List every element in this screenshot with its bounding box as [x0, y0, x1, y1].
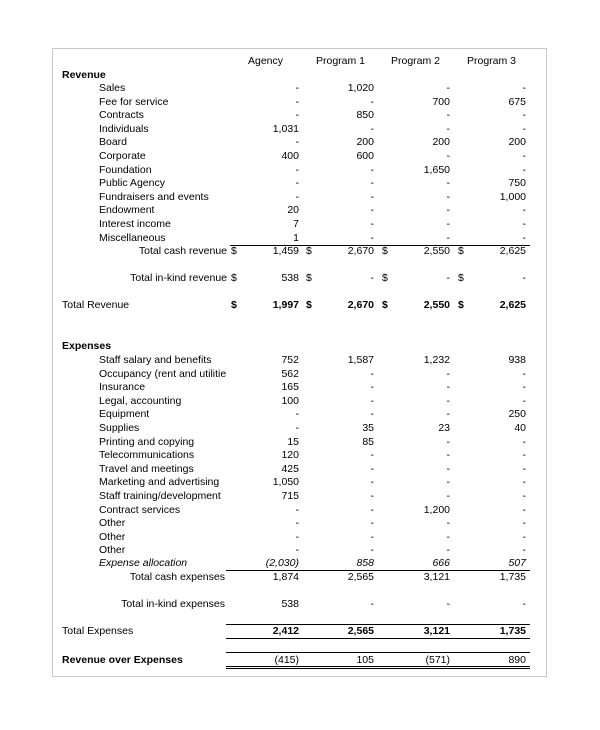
- total-expenses-value-program-1: 2,565: [347, 625, 374, 637]
- revenue-row-value-agency: -: [295, 82, 299, 94]
- column-header-program-1: Program 1: [315, 55, 366, 67]
- revenue-row-value-agency: -: [295, 136, 299, 149]
- expense-row-value-program-1: -: [370, 367, 374, 380]
- expense-row-value-program-2: 23: [438, 422, 450, 434]
- revenue-row-value-program-3: 1,000: [499, 190, 526, 203]
- expense-row-value-program-1: -: [370, 408, 374, 421]
- revenue-row-value-agency: -: [295, 163, 299, 176]
- revenue-over-expenses-value-program-2: (571): [425, 654, 450, 666]
- total-revenue-value-program-1: 2,670: [347, 299, 374, 311]
- expense-row-label: Occupancy (rent and utilitie: [99, 367, 227, 380]
- revenue-row-label: Contracts: [99, 109, 144, 122]
- revenue-row-label: Board: [99, 136, 128, 149]
- expense-row-label: Contract services: [99, 503, 181, 516]
- expense-row-value-program-3: -: [522, 517, 526, 530]
- expense-row-value-agency: 425: [281, 462, 299, 475]
- revenue-row-value-program-3: -: [522, 204, 526, 217]
- expense-row-value-program-2: 1,200: [423, 503, 450, 516]
- revenue-row-value-program-3: -: [522, 218, 526, 230]
- currency-symbol: $: [306, 299, 312, 311]
- revenue-row-value-program-2: -: [446, 150, 450, 162]
- net-double-rule-2: [226, 668, 530, 669]
- expense-row-value-agency: -: [295, 422, 299, 434]
- expense-row-value-agency: 120: [281, 449, 299, 462]
- total-inkind-revenue-value-program-2: -: [446, 272, 450, 284]
- expense-row-value-program-3: -: [522, 530, 526, 543]
- revenue-row-value-program-3: -: [522, 82, 526, 94]
- revenue-row-value-program-1: -: [370, 122, 374, 135]
- expense-row-value-agency: -: [295, 503, 299, 516]
- expense-row-value-program-1: -: [370, 476, 374, 489]
- expense-row-value-agency: -: [295, 530, 299, 543]
- total-cash-revenue-label: Total cash revenue: [138, 245, 227, 257]
- expense-row-value-program-1: -: [370, 530, 374, 543]
- revenue-row-value-program-1: -: [370, 190, 374, 203]
- revenue-row-label: Interest income: [99, 218, 171, 230]
- revenue-over-expenses-value-agency: (415): [274, 654, 299, 666]
- expense-row-value-program-1: -: [370, 394, 374, 407]
- currency-symbol: $: [231, 245, 237, 257]
- total-cash-expenses-value-program-2: 3,121: [423, 571, 450, 583]
- expense-row-value-program-3: -: [522, 381, 526, 394]
- expense-row-value-program-3: 938: [508, 354, 526, 366]
- expense-row-value-program-2: -: [446, 449, 450, 462]
- revenue-row-value-program-2: -: [446, 204, 450, 217]
- expense-row-value-agency: 752: [281, 354, 299, 366]
- revenue-row-value-program-3: 750: [508, 177, 526, 190]
- net-top-rule: [226, 652, 530, 653]
- expense-row-value-program-1: -: [370, 449, 374, 462]
- currency-symbol: $: [382, 245, 388, 257]
- revenue-row-value-agency: -: [295, 109, 299, 122]
- expense-row-value-program-2: -: [446, 530, 450, 543]
- expense-row-value-agency: 562: [281, 367, 299, 380]
- expense-row-value-agency: 15: [287, 435, 299, 448]
- expense-allocation-value-program-1: 858: [356, 557, 374, 569]
- revenue-row-label: Sales: [99, 82, 126, 94]
- total-inkind-revenue-value-agency: 538: [281, 272, 299, 284]
- total-revenue-label: Total Revenue: [62, 299, 130, 311]
- expense-row-value-program-1: -: [370, 544, 374, 557]
- revenue-row-value-program-1: 850: [356, 109, 374, 122]
- expense-row-value-program-3: -: [522, 394, 526, 407]
- expense-row-value-program-2: -: [446, 381, 450, 394]
- expense-row-value-program-3: -: [522, 462, 526, 475]
- revenue-row-value-program-2: 700: [432, 95, 450, 108]
- revenue-row-label: Public Agency: [99, 177, 165, 190]
- expense-row-value-program-2: -: [446, 517, 450, 530]
- revenue-row-value-program-2: -: [446, 122, 450, 135]
- revenue-row-label: Corporate: [99, 150, 146, 162]
- currency-symbol: $: [382, 272, 388, 284]
- expense-row-value-program-2: -: [446, 408, 450, 421]
- revenue-row-value-program-1: 200: [356, 136, 374, 149]
- expense-row-label: Insurance: [99, 381, 146, 394]
- expense-row-value-program-2: -: [446, 394, 450, 407]
- total-inkind-expenses-value-program-3: -: [522, 598, 526, 610]
- expense-allocation-value-agency: (2,030): [265, 557, 299, 569]
- revenue-row-label: Foundation: [99, 163, 152, 176]
- column-header-program-2: Program 2: [390, 55, 441, 67]
- expense-row-value-program-3: -: [522, 544, 526, 557]
- revenue-row-value-program-1: 1,020: [347, 82, 374, 94]
- revenue-row-value-agency: 1: [293, 231, 299, 244]
- expense-row-value-program-1: -: [370, 490, 374, 502]
- revenue-row-value-agency: -: [295, 190, 299, 203]
- total-cash-expenses-value-program-1: 2,565: [347, 571, 374, 583]
- section-heading-revenue: Revenue: [62, 69, 106, 81]
- total-cash-revenue-value-program-2: 2,550: [423, 245, 450, 257]
- revenue-row-value-agency: 7: [293, 218, 299, 230]
- total-cash-revenue-value-program-1: 2,670: [347, 245, 374, 257]
- expense-row-value-program-1: -: [370, 381, 374, 394]
- revenue-over-expenses-value-program-1: 105: [356, 654, 374, 666]
- expense-row-value-agency: 100: [281, 394, 299, 407]
- net-double-rule-1: [226, 666, 530, 667]
- revenue-row-value-program-3: 200: [508, 136, 526, 149]
- expense-row-value-agency: -: [295, 408, 299, 421]
- revenue-row-value-agency: -: [295, 95, 299, 108]
- revenue-row-label: Fundraisers and events: [99, 190, 209, 203]
- expense-allocation-value-program-3: 507: [508, 557, 526, 569]
- expense-row-label: Telecommunications: [99, 449, 195, 462]
- revenue-row-value-program-2: -: [446, 190, 450, 203]
- expense-row-value-program-1: -: [370, 462, 374, 475]
- revenue-row-value-program-1: -: [370, 204, 374, 217]
- expense-row-label: Travel and meetings: [99, 462, 194, 475]
- revenue-row-value-program-3: -: [522, 231, 526, 244]
- expense-row-value-program-2: -: [446, 490, 450, 502]
- section-heading-expenses: Expenses: [62, 340, 112, 352]
- total-cash-revenue-value-agency: 1,459: [272, 245, 299, 257]
- total-expenses-bottom-rule: [226, 638, 530, 639]
- expense-row-value-program-2: 1,232: [423, 354, 450, 366]
- total-inkind-expenses-value-agency: 538: [281, 598, 299, 610]
- total-cash-revenue-value-program-3: 2,625: [499, 245, 526, 257]
- total-cash-expenses-value-program-3: 1,735: [499, 571, 526, 583]
- expense-row-label: Staff training/development: [99, 490, 221, 502]
- total-expenses-value-program-3: 1,735: [499, 625, 526, 637]
- currency-symbol: $: [231, 272, 237, 284]
- expense-row-value-agency: -: [295, 544, 299, 557]
- revenue-row-value-program-1: -: [370, 177, 374, 190]
- total-cash-expenses-label: Total cash expenses: [129, 571, 225, 583]
- revenue-row-value-agency: 400: [281, 150, 299, 162]
- revenue-row-value-program-3: -: [522, 150, 526, 162]
- currency-symbol: $: [231, 299, 237, 311]
- revenue-row-label: Endowment: [99, 204, 155, 217]
- expense-row-value-program-1: -: [370, 517, 374, 530]
- expense-row-label: Supplies: [99, 422, 140, 434]
- expense-row-label: Marketing and advertising: [99, 476, 220, 489]
- total-expenses-label: Total Expenses: [62, 625, 134, 637]
- total-inkind-revenue-value-program-3: -: [522, 272, 526, 284]
- revenue-row-value-program-3: -: [522, 109, 526, 122]
- total-expenses-value-agency: 2,412: [272, 625, 299, 637]
- currency-symbol: $: [458, 272, 464, 284]
- revenue-row-value-program-2: -: [446, 177, 450, 190]
- column-header-agency: Agency: [247, 55, 284, 67]
- revenue-row-label: Miscellaneous: [99, 231, 166, 244]
- expense-row-value-program-1: 35: [362, 422, 374, 434]
- currency-symbol: $: [306, 272, 312, 284]
- expense-row-value-program-3: -: [522, 476, 526, 489]
- revenue-row-value-program-1: -: [370, 231, 374, 244]
- revenue-row-label: Fee for service: [99, 95, 169, 108]
- expense-row-value-program-3: -: [522, 490, 526, 502]
- expense-row-label: Other: [99, 544, 126, 557]
- total-expenses-value-program-2: 3,121: [423, 625, 450, 637]
- revenue-row-value-program-3: -: [522, 163, 526, 176]
- revenue-row-value-program-1: 600: [356, 150, 374, 162]
- expense-row-value-program-3: 40: [514, 422, 526, 434]
- currency-symbol: $: [458, 245, 464, 257]
- column-header-program-3: Program 3: [466, 55, 517, 67]
- expense-row-label: Printing and copying: [99, 435, 195, 448]
- expense-row-value-program-3: -: [522, 367, 526, 380]
- revenue-row-value-program-1: -: [370, 163, 374, 176]
- total-inkind-revenue-value-program-1: -: [370, 272, 374, 284]
- revenue-row-value-program-2: -: [446, 109, 450, 122]
- expense-row-value-program-2: -: [446, 462, 450, 475]
- revenue-row-label: Individuals: [99, 122, 149, 135]
- total-inkind-revenue-label: Total in-kind revenue: [130, 272, 227, 284]
- expense-row-value-agency: 165: [281, 381, 299, 394]
- revenue-over-expenses-label: Revenue over Expenses: [62, 654, 183, 666]
- total-cash-expenses-value-agency: 1,874: [272, 571, 299, 583]
- revenue-row-value-program-2: 200: [432, 136, 450, 149]
- expense-row-value-agency: 715: [281, 490, 299, 502]
- expense-row-value-program-1: 85: [362, 435, 374, 448]
- currency-symbol: $: [306, 245, 312, 257]
- expense-row-label: Equipment: [99, 408, 150, 421]
- revenue-over-expenses-value-program-3: 890: [508, 654, 526, 666]
- expense-row-value-agency: -: [295, 517, 299, 530]
- expense-row-label: Legal, accounting: [99, 394, 182, 407]
- revenue-row-value-program-2: -: [446, 82, 450, 94]
- revenue-row-value-agency: -: [295, 177, 299, 190]
- revenue-row-value-agency: 1,031: [272, 122, 299, 135]
- expense-row-value-program-3: 250: [508, 408, 526, 421]
- expense-row-label: Other: [99, 530, 126, 543]
- currency-symbol: $: [458, 299, 464, 311]
- expense-row-label: Other: [99, 517, 126, 530]
- total-revenue-value-agency: 1,997: [272, 299, 299, 311]
- expense-row-value-program-3: -: [522, 503, 526, 516]
- total-revenue-value-program-2: 2,550: [423, 299, 450, 311]
- revenue-row-value-agency: 20: [287, 204, 299, 217]
- expense-row-label: Staff salary and benefits: [99, 354, 212, 366]
- expense-row-value-program-1: 1,587: [347, 354, 374, 366]
- expense-allocation-label: Expense allocation: [99, 557, 188, 569]
- expense-row-value-program-2: -: [446, 544, 450, 557]
- total-revenue-value-program-3: 2,625: [499, 299, 526, 311]
- expense-allocation-value-program-2: 666: [432, 557, 450, 569]
- expense-row-value-program-2: -: [446, 435, 450, 448]
- revenue-row-value-program-2: -: [446, 231, 450, 244]
- revenue-row-value-program-2: -: [446, 218, 450, 230]
- total-inkind-expenses-label: Total in-kind expenses: [121, 598, 225, 610]
- expense-row-value-program-3: -: [522, 449, 526, 462]
- expense-row-value-program-2: -: [446, 367, 450, 380]
- revenue-row-value-program-3: -: [522, 122, 526, 135]
- expense-row-value-program-1: -: [370, 503, 374, 516]
- revenue-row-value-program-3: 675: [508, 95, 526, 108]
- revenue-row-value-program-1: -: [370, 218, 374, 230]
- currency-symbol: $: [382, 299, 388, 311]
- expense-row-value-program-3: -: [522, 435, 526, 448]
- expense-row-value-program-2: -: [446, 476, 450, 489]
- total-inkind-expenses-value-program-1: -: [370, 598, 374, 610]
- expense-row-value-agency: 1,050: [272, 476, 299, 489]
- total-inkind-expenses-value-program-2: -: [446, 598, 450, 610]
- revenue-row-value-program-1: -: [370, 95, 374, 108]
- revenue-row-value-program-2: 1,650: [423, 163, 450, 176]
